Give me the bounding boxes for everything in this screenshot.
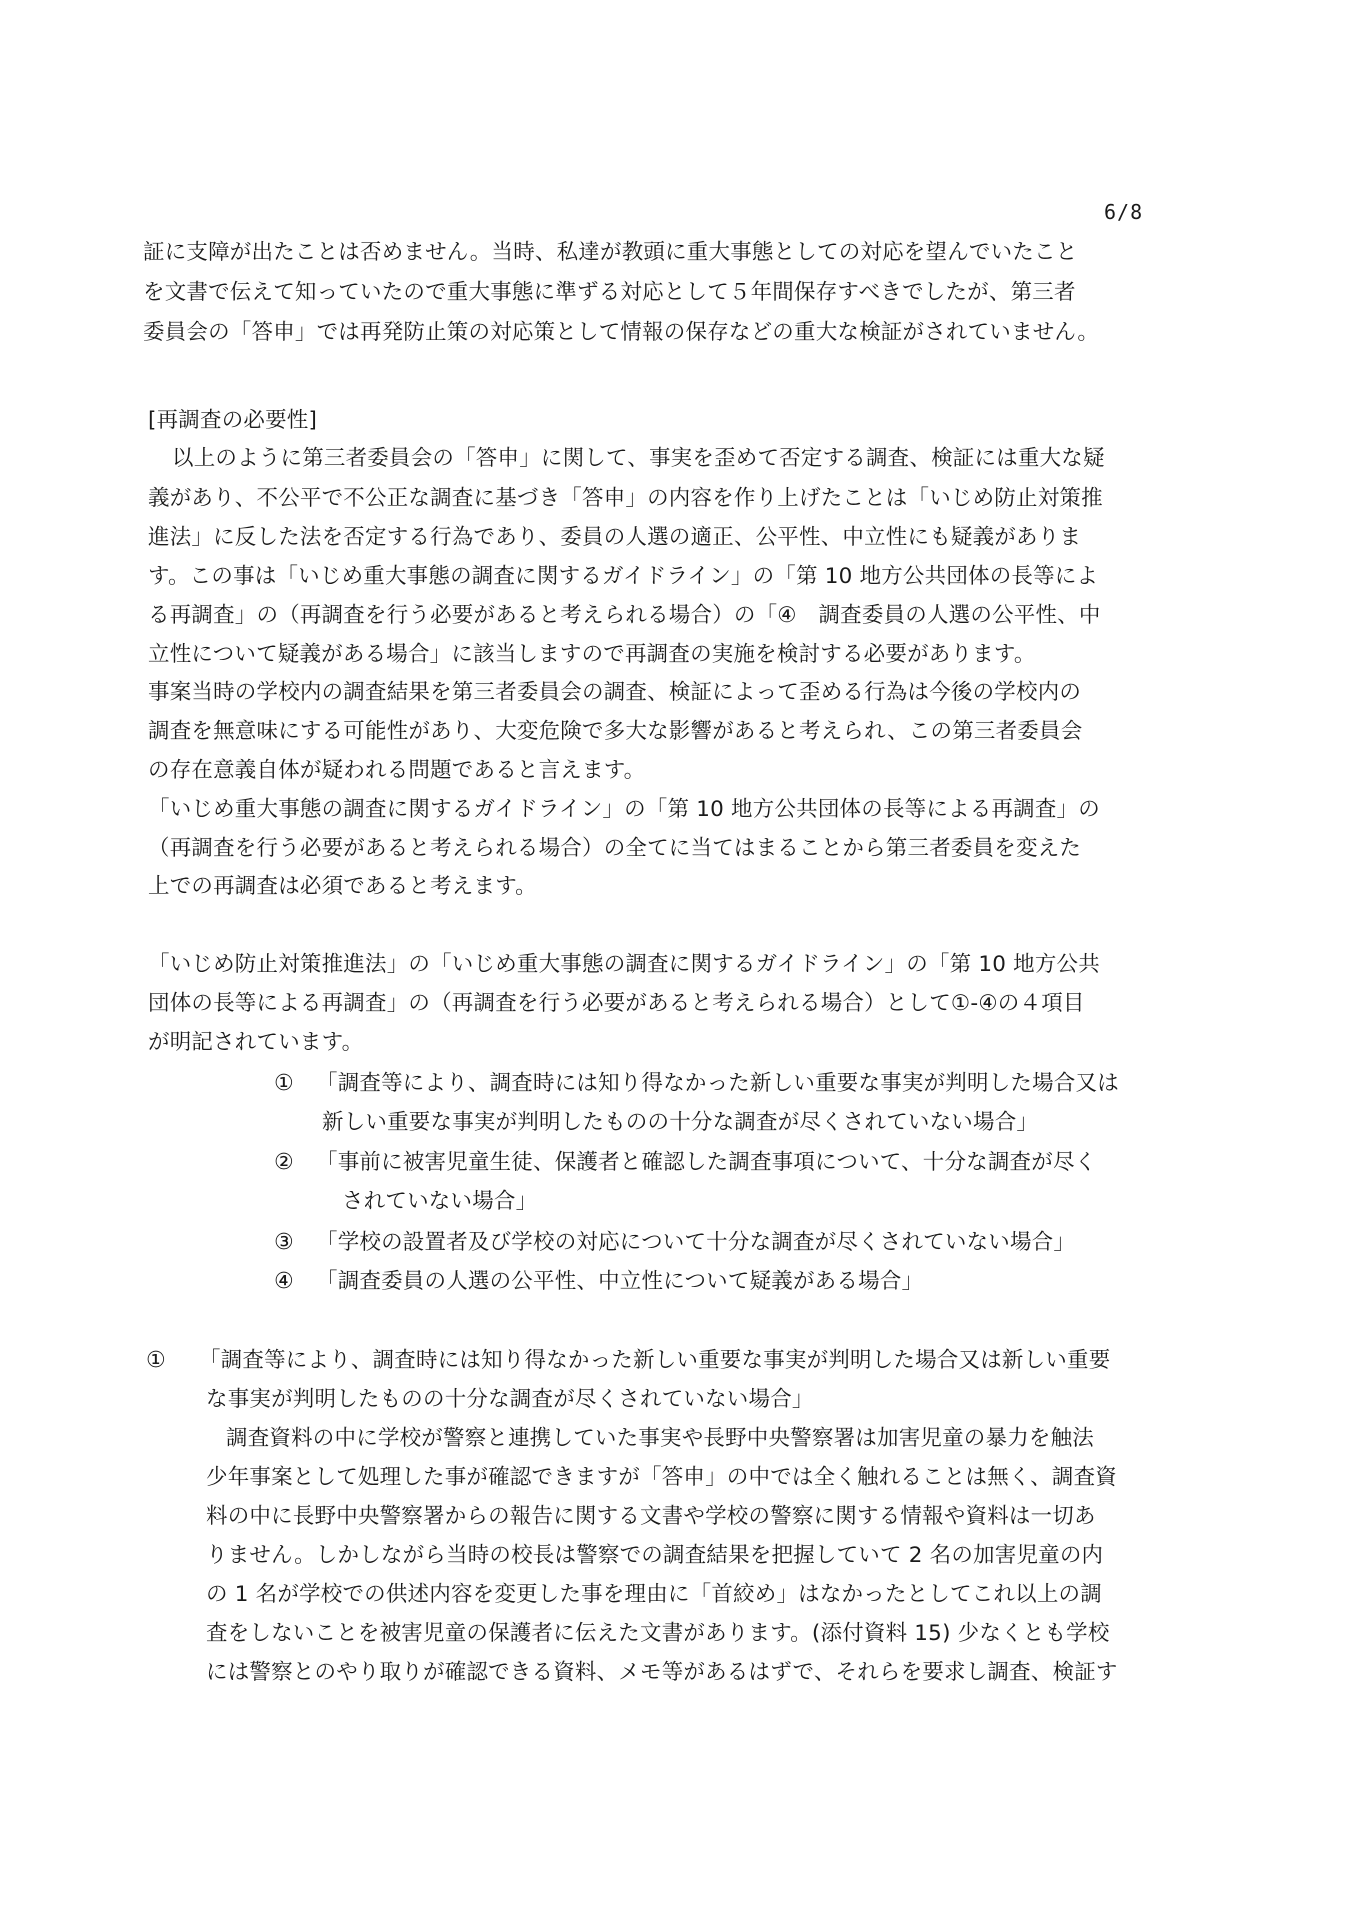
point1-body-line: 調査資料の中に学校が警察と連携していた事実や長野中央警察署は加害児童の暴力を触法 [226, 1426, 1095, 1451]
section-line: 調査を無意味にする可能性があり、大変危険で多大な影響があると考えられ、この第三者委員会 [148, 719, 1083, 744]
page-number: 6/8 [1104, 200, 1144, 224]
intro-line: を文書で伝えて知っていたので重大事態に準ずる対応として５年間保存すべきでしたが、第三者 [143, 280, 1076, 305]
section-line: 上での再調査は必須であると考えます。 [148, 874, 537, 899]
list-item-line: されていない場合」 [342, 1189, 538, 1214]
list-item-number: ① [274, 1071, 294, 1096]
section-line: 事案当時の学校内の調査結果を第三者委員会の調査、検証によって歪める行為は今後の学校内の [148, 680, 1082, 705]
point1-body-line: 料の中に長野中央警察署からの報告に関する文書や学校の警察に関する情報や資料は一切あ [206, 1504, 1096, 1529]
list-item-line: 「事前に被害児童生徒、保護者と確認した調査事項について、十分な調査が尽く [316, 1150, 1097, 1175]
list-item-line: 「学校の設置者及び学校の対応について十分な調査が尽くされていない場合」 [316, 1230, 1076, 1255]
section-line: 立性について疑義がある場合」に該当しますので再調査の実施を検討する必要があります。 [148, 642, 1036, 667]
paragraph2-line: 団体の長等による再調査」の（再調査を行う必要があると考えられる場合）として①-④の４項目 [148, 991, 1085, 1016]
section-line: 義があり、不公平で不公正な調査に基づき「答申」の内容を作り上げたことは「いじめ防止対策推 [148, 486, 1103, 511]
intro-line: 証に支障が出たことは否めません。当時、私達が教頭に重大事態としての対応を望んでいたこと [143, 240, 1078, 265]
point1-number: ① [146, 1348, 166, 1373]
point1-body-line: の 1 名が学校での供述内容を変更した事を理由に「首絞め」はなかったとしてこれ以上の調 [206, 1582, 1102, 1607]
section-line: 進法」に反した法を否定する行為であり、委員の人選の適正、公平性、中立性にも疑義がありま [148, 525, 1082, 550]
point1-heading-line: 「調査等により、調査時には知り得なかった新しい重要な事実が判明した場合又は新しい重要 [199, 1348, 1111, 1373]
point1-body-line: りません。しかしながら当時の校長は警察での調査結果を把握していて 2 名の加害児童の内 [206, 1543, 1104, 1568]
section-heading: [再調査の必要性] [148, 408, 318, 433]
list-item-number: ② [274, 1150, 294, 1175]
section-line: の存在意義自体が疑われる問題であると言えます。 [148, 758, 646, 783]
section-line: る再調査」の（再調査を行う必要があると考えられる場合）の「④ 調査委員の人選の公平性、中 [148, 603, 1101, 628]
point1-body-line: 少年事案として処理した事が確認できますが「答申」の中では全く触れることは無く、調査資 [206, 1465, 1117, 1490]
point1-body-line: には警察とのやり取りが確認できる資料、メモ等があるはずで、それらを要求し調査、検証す [206, 1660, 1118, 1685]
section-line: 「いじめ重大事態の調査に関するガイドライン」の「第 10 地方公共団体の長等による再調査」の [148, 797, 1100, 822]
point1-body-line: 査をしないことを被害児童の保護者に伝えた文書があります。(添付資料 15) 少なくとも学校 [206, 1621, 1110, 1646]
section-line: 以上のように第三者委員会の「答申」に関して、事実を歪めて否定する調査、検証には重大な疑 [172, 446, 1105, 471]
list-item-number: ③ [274, 1230, 294, 1255]
section-line: （再調査を行う必要があると考えられる場合）の全てに当てはまることから第三者委員を変えた [148, 836, 1082, 861]
list-item-line: 「調査委員の人選の公平性、中立性について疑義がある場合」 [316, 1269, 924, 1294]
list-item-line: 「調査等により、調査時には知り得なかった新しい重要な事実が判明した場合又は [316, 1071, 1119, 1096]
intro-line: 委員会の「答申」では再発防止策の対応策として情報の保存などの重大な検証がされていません。 [143, 320, 1100, 345]
list-item-number: ④ [274, 1269, 294, 1294]
paragraph2-line: が明記されています。 [148, 1030, 364, 1055]
list-item-line: 新しい重要な事実が判明したものの十分な調査が尽くされていない場合」 [322, 1110, 1039, 1135]
point1-heading-line: な事実が判明したものの十分な調査が尽くされていない場合」 [206, 1387, 814, 1412]
section-line: す。この事は「いじめ重大事態の調査に関するガイドライン」の「第 10 地方公共団体の長等によ [148, 564, 1099, 589]
paragraph2-line: 「いじめ防止対策推進法」の「いじめ重大事態の調査に関するガイドライン」の「第 10 地方公共 [148, 952, 1100, 977]
